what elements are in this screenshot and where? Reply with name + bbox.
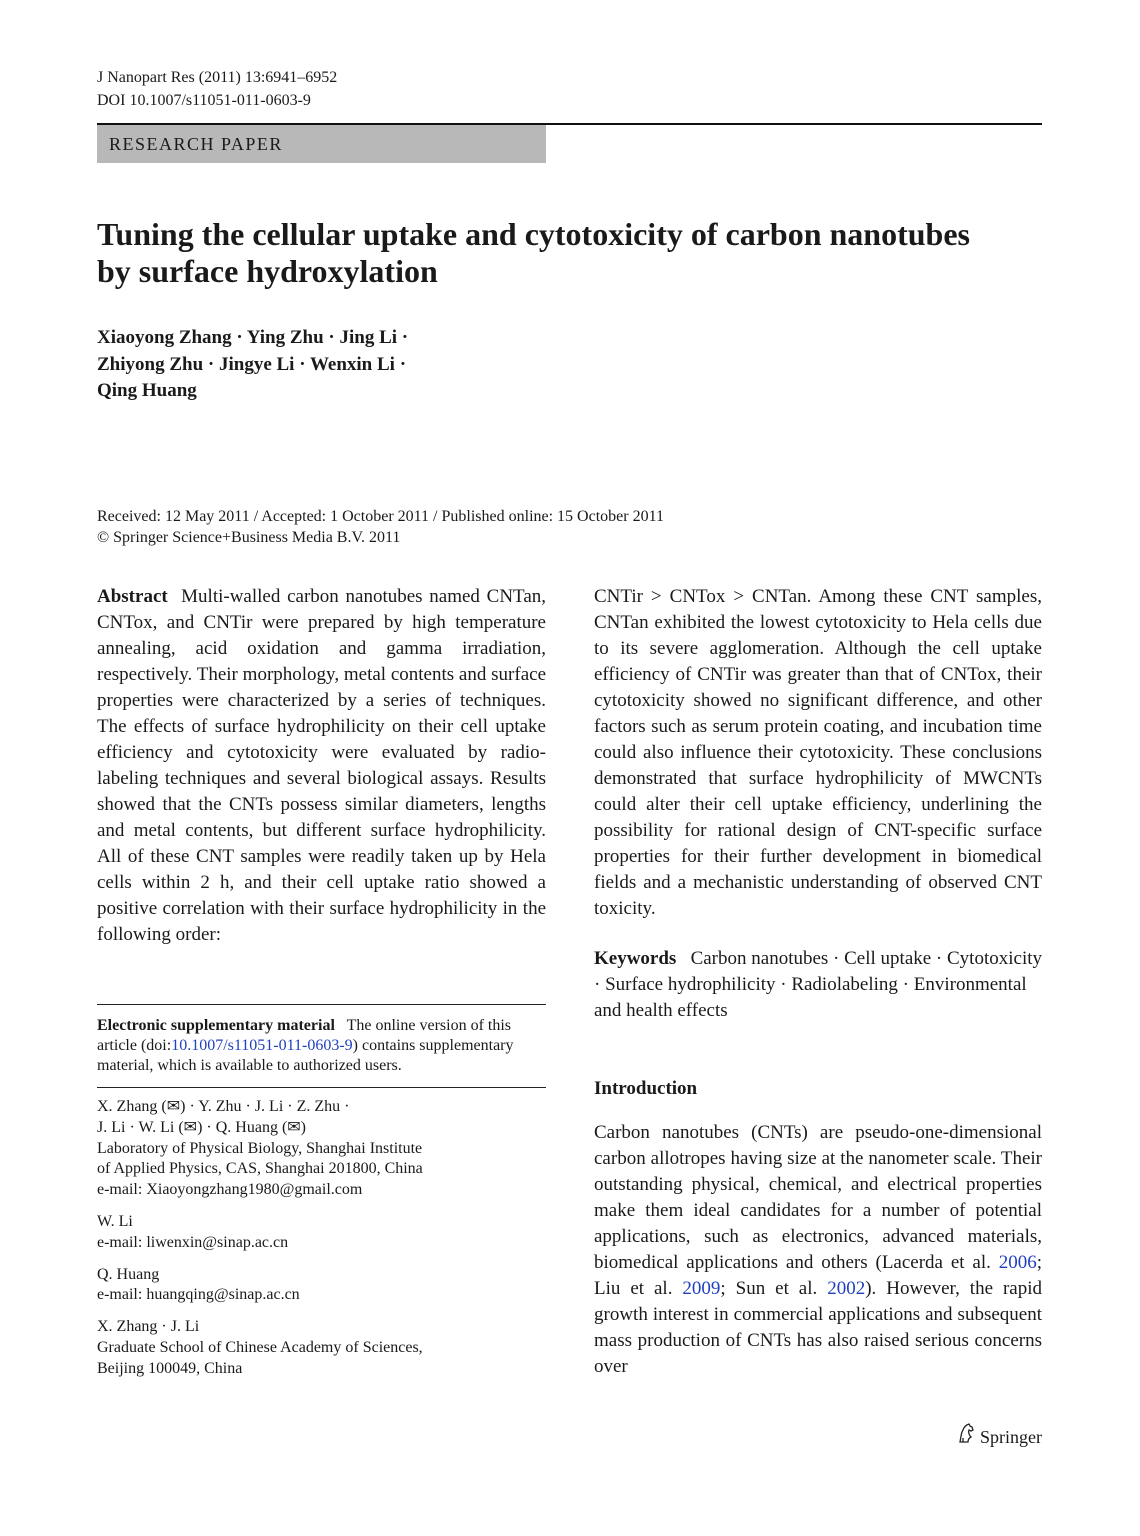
author-line: Zhiyong Zhu · Jingye Li · Wenxin Li ·: [97, 353, 407, 375]
affiliation-names: J. Li · W. Li (✉) · Q. Huang (✉): [97, 1118, 306, 1136]
author-list: [97, 325, 517, 405]
affiliation-email[interactable]: e-mail: liwenxin@sinap.ac.cn: [97, 1233, 289, 1251]
affiliation-block: [97, 1212, 546, 1254]
publisher-footer: [957, 1422, 1042, 1451]
journal-header: [97, 66, 337, 112]
introduction-heading: Introduction: [594, 1078, 698, 1099]
affiliation-names: W. Li: [97, 1212, 133, 1230]
intro-text: ; Sun et al.: [720, 1278, 828, 1299]
citation-link[interactable]: 2002: [827, 1278, 866, 1299]
publisher-name: Springer: [980, 1426, 1042, 1447]
springer-horse-icon: [957, 1422, 975, 1451]
abstract-text: Multi-walled carbon nanotubes named CNTan, CNTox, and CNTir were prepared by high temperature annealing, acid oxidation and gamma irradiation, respectively. Their morphology, metal contents and surface properties were characterized by a series of techniques. The effects of surface hydrophilicity on their cell uptake efficiency and cytotoxicity were evaluated by radio-labeling techniques and several biological assays. Results showed that the CNTs possess similar diameters, lengths and metal contents, but different surface hydrophilicity. All of these CNT samples were readily taken up by Hela cells within 2 h, and their cell uptake ratio showed a positive correlation with their surface hydrophilicity in the following order:: [97, 586, 546, 945]
affiliations: [97, 1097, 546, 1391]
keywords-label: Keywords: [594, 948, 677, 969]
supplementary-note: [97, 1016, 546, 1076]
doi-line: DOI 10.1007/s11051-011-0603-9: [97, 92, 311, 109]
footnote-rule: [97, 1004, 546, 1005]
affiliation-names: Q. Huang: [97, 1265, 160, 1283]
article-category-banner: RESEARCH PAPER: [97, 125, 546, 163]
affiliation-email[interactable]: e-mail: Xiaoyongzhang1980@gmail.com: [97, 1181, 363, 1199]
affiliation-block: [97, 1265, 546, 1307]
intro-text: Carbon nanotubes (CNTs) are pseudo-one-dimensional carbon allotropes having size at the nanometer scale. Their outstanding physical, chemical, and electrical properties make them ideal candidates for a number of potential applications, such as electronics, advanced materials, biomedical applications and others (Lacerda et al.: [594, 1122, 1042, 1273]
affiliation-institution: Laboratory of Physical Biology, Shanghai Institute: [97, 1139, 423, 1157]
intro-text: ). However, the rapid growth interest in commercial applications and subsequent mass production of CNTs has also raised serious concerns over: [594, 1278, 1043, 1377]
affiliation-institution: Graduate School of Chinese Academy of Sciences,: [97, 1338, 423, 1356]
affiliation-block: [97, 1097, 546, 1201]
journal-citation: J Nanopart Res (2011) 13:6941–6952: [97, 69, 338, 86]
abstract-continuation: CNTir > CNTox > CNTan. Among these CNT samples, CNTan exhibited the lowest cytotoxicity to Hela cells due to its severe agglomeration. Although the cell uptake efficiency of CNTir was greater than that of CNTox, their cytotoxicity showed no significant difference, and other factors such as serum protein coating, and incubation time could also influence their cytotoxicity. These conclusions demonstrated that surface hydrophilicity of MWCNTs could alter their cell uptake efficiency, underlining the possibility for rational design of CNT-specific surface properties for their further development in biomedical fields and a mechanistic understanding of observed CNT toxicity.: [594, 586, 1042, 919]
author-line: Qing Huang: [97, 380, 197, 401]
doi-link[interactable]: 10.1007/s11051-011-0603-9: [171, 1037, 353, 1054]
esm-text: The online version of this article (doi:: [97, 1017, 512, 1054]
affiliation-block: [97, 1317, 546, 1379]
affiliation-rule: [97, 1087, 546, 1088]
esm-label: Electronic supplementary material: [97, 1017, 335, 1034]
right-column: [594, 584, 1042, 1380]
affiliation-names: X. Zhang · J. Li: [97, 1318, 200, 1336]
citation-link[interactable]: 2006: [998, 1252, 1037, 1273]
citation-link[interactable]: 2009: [682, 1278, 721, 1299]
affiliation-institution: Beijing 100049, China: [97, 1359, 243, 1377]
paper-title: Tuning the cellular uptake and cytotoxicity of carbon nanotubes by surface hydroxylation: [97, 216, 970, 289]
abstract-label: Abstract: [97, 586, 168, 607]
affiliation-email[interactable]: e-mail: huangqing@sinap.ac.cn: [97, 1286, 300, 1304]
affiliation-names: X. Zhang (✉) · Y. Zhu · J. Li · Z. Zhu ·: [97, 1098, 350, 1115]
abstract-left-column: [97, 584, 546, 948]
intro-text: ; Liu et al.: [594, 1252, 1042, 1299]
author-line: Xiaoyong Zhang · Ying Zhu · Jing Li ·: [97, 327, 409, 348]
copyright-line: © Springer Science+Business Media B.V. 2011: [97, 529, 401, 546]
esm-text-end: ) contains supplementary material, which is available to authorized users.: [97, 1037, 514, 1074]
publication-dates: [97, 506, 997, 548]
abstract-paragraph: [97, 584, 546, 948]
history-dates: Received: 12 May 2011 / Accepted: 1 October 2011 / Published online: 15 October 2011: [97, 508, 664, 525]
introduction-paragraph: [594, 1120, 1042, 1380]
keywords-text: Carbon nanotubes · Cell uptake · Cytotoxicity · Surface hydrophilicity · Radiolabeling · Environmental and health effects: [594, 948, 1043, 1021]
keywords: [594, 946, 1042, 1024]
affiliation-institution: of Applied Physics, CAS, Shanghai 201800, China: [97, 1160, 423, 1178]
